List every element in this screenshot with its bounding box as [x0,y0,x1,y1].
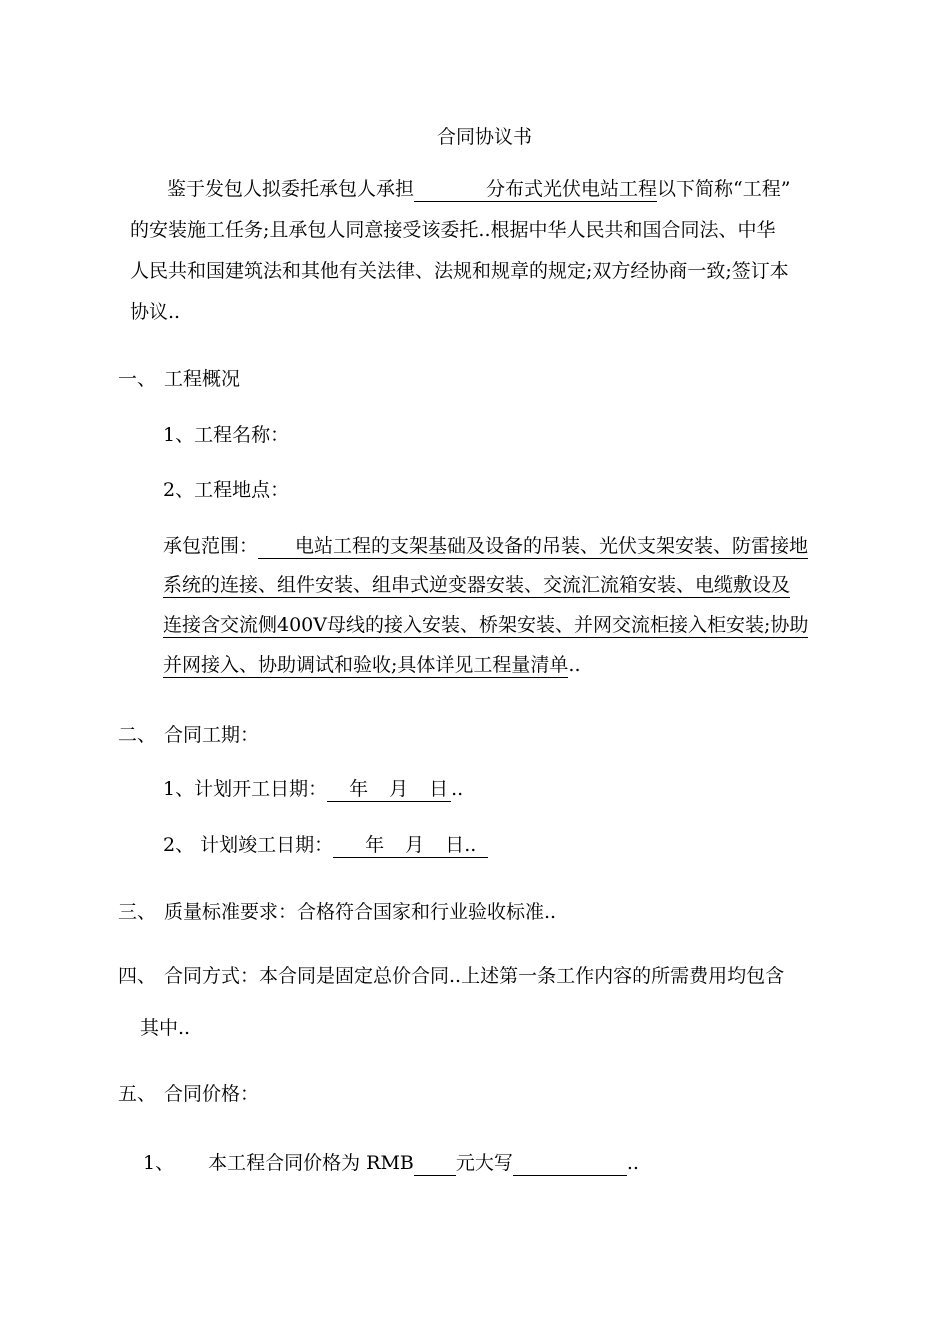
end-date-line [163,832,488,858]
document-title: 合同协议书 [437,126,533,148]
section-1-heading [118,366,240,392]
section-5-title: 合同价格： [164,1083,260,1105]
section-3-number: 三、 [118,901,157,923]
scope-field-1: 电站工程的支架基础及设备的吊装、光伏支架安装、防雷接地 [258,534,808,559]
project-location-label: 2、工程地点： [163,479,290,501]
intro-suffix: 以下简称“工程” [657,178,791,200]
intro-line-3: 人民共和国建筑法和其他有关法律、法规和规章的规定;双方经协商一致;签订本 [130,260,789,282]
section-1-title: 工程概况 [164,368,241,390]
section-4-number: 四、 [118,965,157,987]
start-date-label: 1、计划开工日期： [163,778,328,800]
section-4-text: 合同方式：本合同是固定总价合同..上述第一条工作内容的所需费用均包含 [164,965,785,987]
section-3-text: 质量标准要求：合格符合国家和行业验收标准.. [164,901,557,923]
end-date-label: 2、 计划竣工日期： [163,834,334,856]
scope-line-3: 连接含交流侧400V母线的接入安装、桥架安装、并网交流柜接入柜安装;协助 [163,614,809,636]
intro-line-2: 的安装施工任务;且承包人同意接受该委托..根据中华人民共和国合同法、中华 [130,219,776,241]
price-words-blank [513,1153,627,1176]
end-date-field: 年 月 日.. [333,833,488,858]
intro-line-4: 协议.. [130,301,181,323]
contract-price-line [143,1150,639,1176]
start-date-field: 年 月 日 [327,777,451,802]
section-5-number: 五、 [118,1083,157,1105]
section-3-line [118,899,556,925]
intro-line-1 [167,176,790,202]
section-2-title: 合同工期： [164,724,260,746]
scope-line-1 [163,533,808,559]
price-amount-blank [414,1153,456,1176]
section-2-number: 二、 [118,724,157,746]
section-4-line-2: 其中.. [140,1017,191,1039]
contract-price-number: 1、 [143,1152,175,1174]
section-1-number: 一、 [118,368,157,390]
contract-price-prefix: 本工程合同价格为 RMB [208,1152,414,1174]
section-2-heading [118,722,259,748]
project-name-field: 分布式光伏电站工程 [414,177,657,202]
contract-price-end: .. [626,1152,639,1174]
intro-prefix: 鉴于发包人拟委托承包人承担 [167,178,415,200]
scope-line-4: 并网接入、协助调试和验收;具体详见工程量清单.. [163,654,581,676]
contract-price-mid: 元大写 [455,1152,513,1174]
project-name-label: 1、工程名称： [163,424,290,446]
scope-label: 承包范围： [163,535,259,557]
section-5-heading [118,1081,259,1107]
section-4-line [118,963,784,989]
start-date-line: 1、计划开工日期： 年 月 日 .. [163,778,464,800]
scope-line-2: 系统的连接、组件安装、组串式逆变器安装、交流汇流箱安装、电缆敷设及 [163,574,791,596]
